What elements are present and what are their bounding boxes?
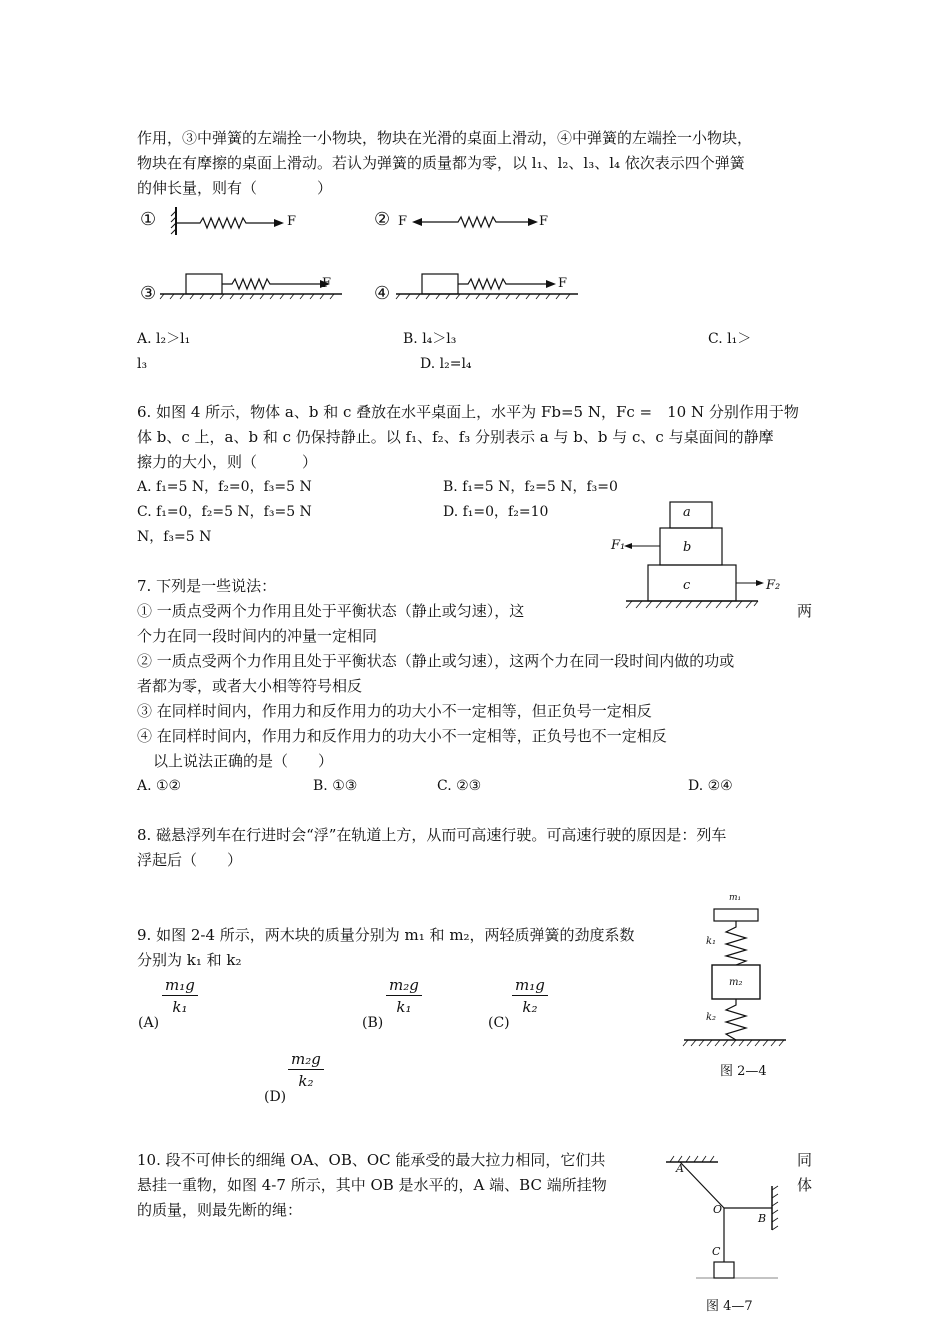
q7-option-a: A. ①②: [137, 778, 182, 794]
q7-line5: 者都为零，或者大小相等符号相反: [137, 677, 363, 695]
q10-line2: 悬挂一重物，如图 4-7 所示，其中 OB 是水平的，A 端、BC 端所挂物: [137, 1176, 607, 1194]
q6-line3: 擦力的大小，则（ ）: [137, 453, 318, 471]
q7-line8: 以上说法正确的是（ ）: [153, 752, 334, 770]
spring-figure-4: [396, 272, 578, 306]
q10-line3: 的质量，则最先断的绳：: [137, 1201, 303, 1219]
force-label-2-right: F: [539, 214, 549, 229]
q9-option-a-fraction: [162, 976, 198, 1016]
force-label-4: F: [558, 276, 568, 291]
point-a-label: A: [676, 1162, 684, 1175]
q10-line1-end: 同: [797, 1151, 813, 1169]
force-f2-label: F₂: [766, 578, 781, 593]
q9-option-c-denominator: k₂: [522, 998, 538, 1016]
q9-option-a-label: (A): [138, 1015, 160, 1031]
q7-line2: ① 一质点受两个力作用且处于平衡状态（静止或匀速），这: [137, 602, 525, 620]
q9-option-d-label: (D): [264, 1089, 287, 1105]
block-a-label: a: [683, 505, 691, 520]
q6-line2: 体 b、c 上，a、b 和 c 仍保持静止。以 f₁、f₂、f₃ 分别表示 a 与 b、b 与 c、c 与桌面间的静摩: [137, 428, 774, 446]
q10-line1: 10. 段不可伸长的细绳 OA、OB、OC 能承受的最大拉力相同，它们共: [137, 1151, 606, 1169]
force-label-1: F: [287, 214, 297, 229]
q9-option-d-fraction: [288, 1050, 324, 1090]
q6-option-b: B. f₁=5 N，f₂=5 N，f₃=0: [443, 479, 618, 495]
q7-line6: ③ 在同样时间内，作用力和反作用力的功大小不一定相等，但正负号一定相反: [137, 702, 652, 720]
q9-line2: 分别为 k₁ 和 k₂: [137, 951, 242, 969]
q5-option-c: C. l₁＞: [708, 331, 752, 347]
point-b-label: B: [758, 1212, 767, 1225]
q7-line1: 7. 下列是一些说法：: [137, 577, 277, 595]
q6-line1: 6. 如图 4 所示，物体 a、b 和 c 叠放在水平桌面上，水平为 Fb=5 N，Fc = 10 N 分别作用于物: [137, 403, 799, 421]
q5-option-d: D. l₂=l₄: [420, 356, 472, 372]
q5-line1: 作用，③中弹簧的左端拴一小物块，物块在光滑的桌面上滑动，④中弹簧的左端拴一小物块，: [137, 129, 753, 147]
mass-m2-label: m₂: [729, 977, 743, 988]
q9-option-c-numerator: m₁g: [512, 976, 548, 996]
q9-option-c-fraction: [512, 976, 548, 1016]
q9-option-b-fraction: [386, 976, 422, 1016]
fig-label-2: ②: [374, 209, 391, 230]
q7-option-d: D. ②④: [688, 778, 733, 794]
q6-option-d: D. f₁=0，f₂=10: [443, 504, 549, 520]
q9-option-b-label: (B): [362, 1015, 384, 1031]
fig-label-4: ④: [374, 283, 391, 304]
q7-line2-end: 两: [797, 602, 813, 620]
stacked-blocks-figure: [608, 498, 798, 610]
q9-line1: 9. 如图 2-4 所示，两木块的质量分别为 m₁ 和 m₂，两轻质弹簧的劲度系数: [137, 926, 635, 944]
q6-option-c: C. f₁=0，f₂=5 N，f₃=5 N: [137, 504, 312, 520]
point-o-label: O: [713, 1203, 723, 1216]
mass-m1-label: m₁: [729, 893, 742, 903]
point-c-label: C: [712, 1245, 721, 1258]
figure-2-4-caption: 图 2—4: [720, 1064, 767, 1079]
spring-k1-label: k₁: [706, 936, 717, 947]
q9-option-b-numerator: m₂g: [386, 976, 422, 996]
q10-line2-end: 体: [797, 1176, 813, 1194]
figure-4-7-caption: 图 4—7: [706, 1299, 753, 1314]
q9-option-d-denominator: k₂: [298, 1072, 314, 1090]
fig-label-1: ①: [140, 209, 157, 230]
q9-option-a-denominator: k₁: [172, 998, 188, 1016]
q7-line4: ② 一质点受两个力作用且处于平衡状态（静止或匀速），这两个力在同一段时间内做的功或: [137, 652, 735, 670]
q7-line7: ④ 在同样时间内，作用力和反作用力的功大小不一定相等，正负号也不一定相反: [137, 727, 667, 745]
q8-line2: 浮起后（ ）: [137, 851, 243, 869]
block-c-label: c: [683, 578, 691, 593]
q6-option-a: A. f₁=5 N，f₂=0，f₃=5 N: [137, 479, 312, 495]
q5-option-a: A. l₂＞l₁: [137, 331, 191, 347]
q9-option-c-label: (C): [488, 1015, 510, 1031]
block-b-label: b: [683, 540, 692, 555]
fig-label-3: ③: [140, 283, 157, 304]
q7-option-c: C. ②③: [437, 778, 482, 794]
q5-line3: 的伸长量，则有（ ）: [137, 179, 333, 197]
q8-line1: 8. 磁悬浮列车在行进时会“浮”在轨道上方，从而可高速行驶。可高速行驶的原因是：列车: [137, 826, 727, 844]
spring-figure-3: [160, 272, 342, 306]
q7-line3: 个力在同一段时间内的冲量一定相同: [137, 627, 378, 645]
q9-option-a-numerator: m₁g: [162, 976, 198, 996]
force-label-3: F: [322, 276, 332, 291]
spring-figure-2: [410, 210, 540, 230]
force-label-2-left: F: [398, 214, 408, 229]
spring-k2-label: k₂: [706, 1012, 717, 1023]
force-f1-label: F₁: [611, 538, 626, 553]
q5-option-c-cont: l₃: [137, 356, 148, 372]
q7-option-b: B. ①③: [313, 778, 358, 794]
q9-option-b-denominator: k₁: [396, 998, 412, 1016]
q6-option-d-cont: N，f₃=5 N: [137, 529, 212, 545]
q5-option-b: B. l₄＞l₃: [403, 331, 457, 347]
q5-line2: 物块在有摩擦的桌面上滑动。若认为弹簧的质量都为零，以 l₁、l₂、l₃、l₄ 依次表示四个弹簧: [137, 154, 745, 172]
q9-option-d-numerator: m₂g: [288, 1050, 324, 1070]
